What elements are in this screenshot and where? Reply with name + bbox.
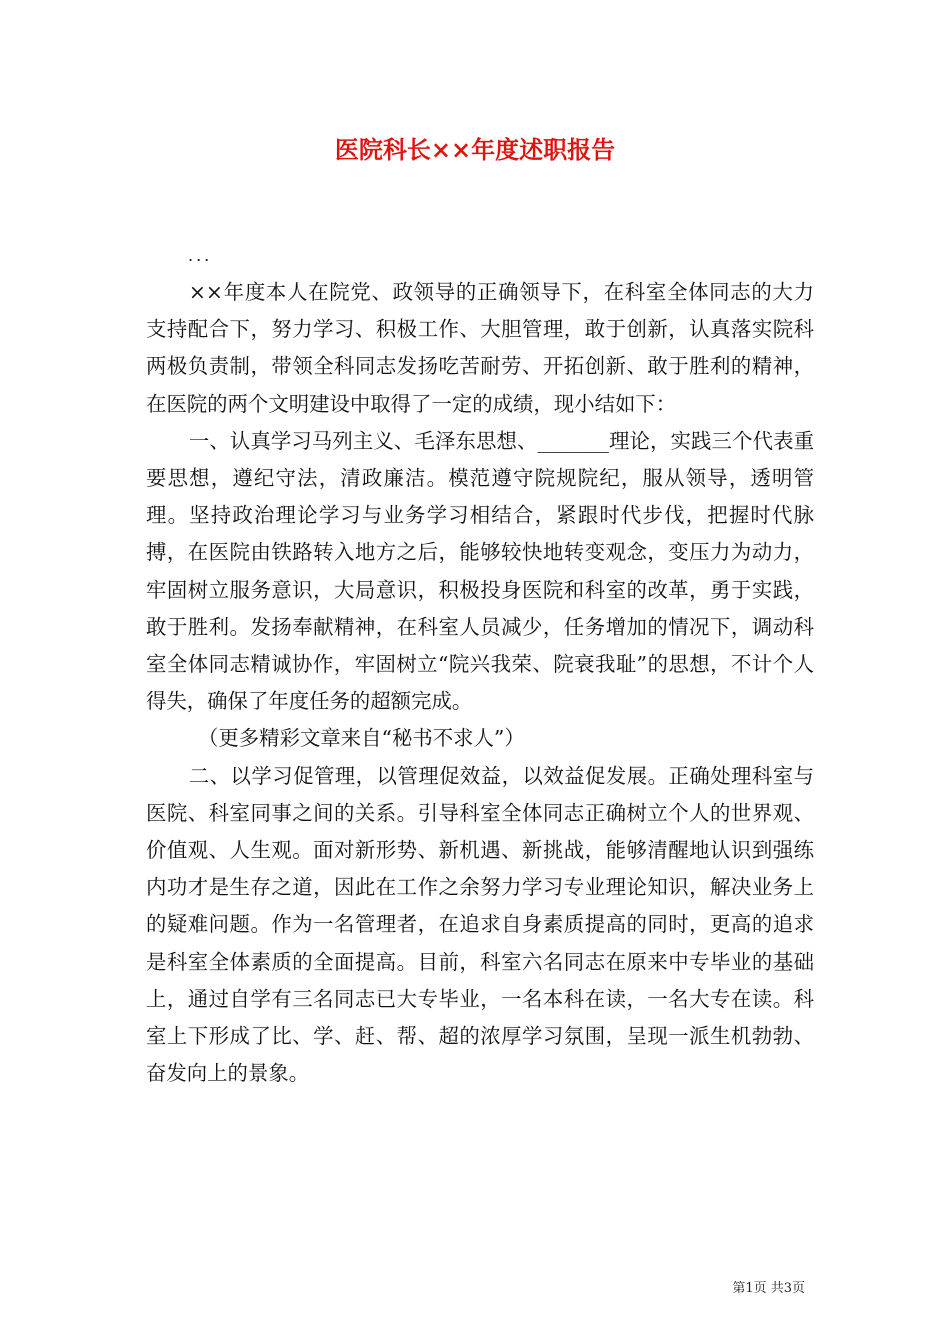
document-body xyxy=(146,274,814,1092)
paragraph-source-note: （更多精彩文章来自“秘书不求人”） xyxy=(198,726,525,751)
ellipsis-marker: ... xyxy=(188,246,213,265)
document-title: 医院科长××年度述职报告 xyxy=(334,135,616,164)
paragraph-section-2: 二、以学习促管理，以管理促效益，以效益促发展。正确处理科室与医院、科室同事之间的关系。引导科室全体同志正确树立个人的世界观、价值观、人生观。面对新形势、新机遇、新挑战，能够清醒地认识到强练内功才是生存之道，因此在工作之余努力学习专业理论知识，解决业务上的疑难问题。作为一名管理者，在追求自身素质提高的同时，更高的追求是科室全体素质的全面提高。目前，科室六名同志在原来中专毕业的基础上，通过自学有三名同志已大专毕业，一名本科在读，一名大专在读。科室上下形成了比、学、赶、帮、超的浓厚学习氛围，呈现一派生机勃勃、奋发向上的景象。 xyxy=(146,763,814,1086)
paragraph-section-1: 一、认真学习马列主义、毛泽东思想、_______理论，实践三个代表重要思想，遵纪守法，清政廉洁。模范遵守院规院纪，服从领导，透明管理。坚持政治理论学习与业务学习相结合，紧跟时代步伐，把握时代脉搏，在医院由铁路转入地方之后，能够较快地转变观念，变压力为动力，牢固树立服务意识，大局意识，积极投身医院和科室的改革，勇于实践，敢于胜利。发扬奉献精神，在科室人员减少，任务增加的情况下，调动科室全体同志精诚协作，牢固树立“院兴我荣、院衰我耻”的思想，不计个人得失，确保了年度任务的超额完成。 xyxy=(146,428,814,714)
paragraph-intro: ××年度本人在院党、政领导的正确领导下，在科室全体同志的大力支持配合下，努力学习、积极工作、大胆管理，敢于创新，认真落实院科两极负责制，带领全科同志发扬吃苦耐劳、开拓创新、敢于胜利的精神，在医院的两个文明建设中取得了一定的成绩，现小结如下： xyxy=(146,280,814,416)
page-number: 第1页 共3页 xyxy=(732,1281,805,1296)
